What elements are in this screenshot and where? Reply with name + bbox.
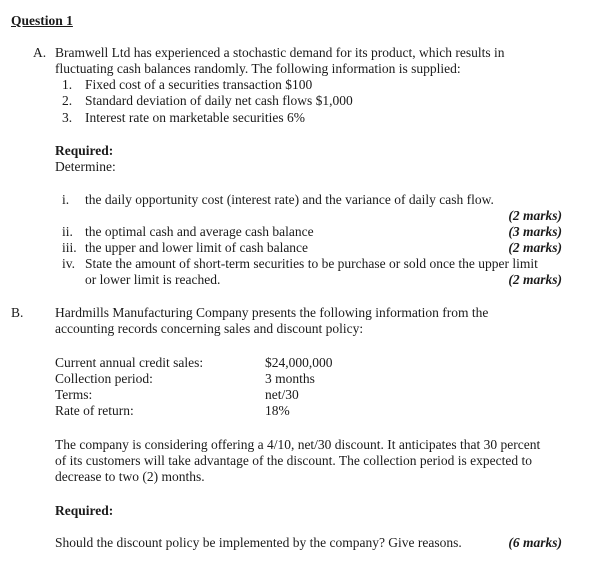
- policy-value: $24,000,000: [265, 355, 333, 370]
- policy-value: 18%: [265, 403, 290, 418]
- policy-value: 3 months: [265, 371, 315, 386]
- proposal-line-1: The company is considering offering a 4/10, net/30 discount. It anticipates that 30 percent: [55, 437, 541, 452]
- policy-label: Collection period:: [55, 371, 153, 386]
- info-item-text: Standard deviation of daily net cash flows $1,000: [85, 93, 353, 108]
- proposal-line-2: of its customers will take advantage of the discount. The collection period is expected to: [55, 453, 532, 468]
- info-item-text: Fixed cost of a securities transaction $100: [85, 77, 313, 92]
- info-item-number: 3.: [62, 110, 73, 125]
- part-b-required-heading: Required:: [55, 503, 114, 518]
- part-a-intro-line-2: fluctuating cash balances randomly. The following information is supplied:: [55, 61, 461, 76]
- part-b-question-marks: (6 marks): [508, 535, 562, 550]
- policy-value: net/30: [265, 387, 299, 402]
- task-number: iii.: [62, 240, 77, 255]
- task-text: State the amount of short-term securities to be purchase or sold once the upper limit: [85, 256, 538, 271]
- task-marks: (2 marks): [508, 208, 562, 223]
- part-b-label: B.: [11, 305, 24, 320]
- task-number: ii.: [62, 224, 73, 239]
- info-item-number: 1.: [62, 77, 73, 92]
- part-b-intro-line-1: Hardmills Manufacturing Company presents the following information from the: [55, 305, 489, 320]
- task-marks: (3 marks): [508, 224, 562, 239]
- task-number: i.: [62, 192, 70, 207]
- task-marks: (2 marks): [508, 240, 562, 255]
- task-number: iv.: [62, 256, 75, 271]
- part-a-intro-line-1: Bramwell Ltd has experienced a stochastic demand for its product, which results in: [55, 45, 505, 60]
- task-text: the upper and lower limit of cash balance: [85, 240, 309, 255]
- task-marks: (2 marks): [508, 272, 562, 287]
- policy-label: Rate of return:: [55, 403, 134, 418]
- part-b-intro-line-2: accounting records concerning sales and discount policy:: [55, 321, 364, 336]
- question-title: Question 1: [11, 13, 73, 28]
- part-a-label: A.: [33, 45, 47, 60]
- task-text: the daily opportunity cost (interest rate) and the variance of daily cash flow.: [85, 192, 494, 207]
- task-text-continued: or lower limit is reached.: [85, 272, 221, 287]
- proposal-line-3: decrease to two (2) months.: [55, 469, 205, 484]
- info-item-number: 2.: [62, 93, 73, 108]
- policy-label: Terms:: [55, 387, 93, 402]
- policy-label: Current annual credit sales:: [55, 355, 204, 370]
- part-a-required-heading: Required:: [55, 143, 114, 158]
- info-item-text: Interest rate on marketable securities 6%: [85, 110, 306, 125]
- part-b-question-text: Should the discount policy be implemented by the company? Give reasons.: [55, 535, 462, 550]
- part-a-determine-label: Determine:: [55, 159, 116, 174]
- task-text: the optimal cash and average cash balance: [85, 224, 314, 239]
